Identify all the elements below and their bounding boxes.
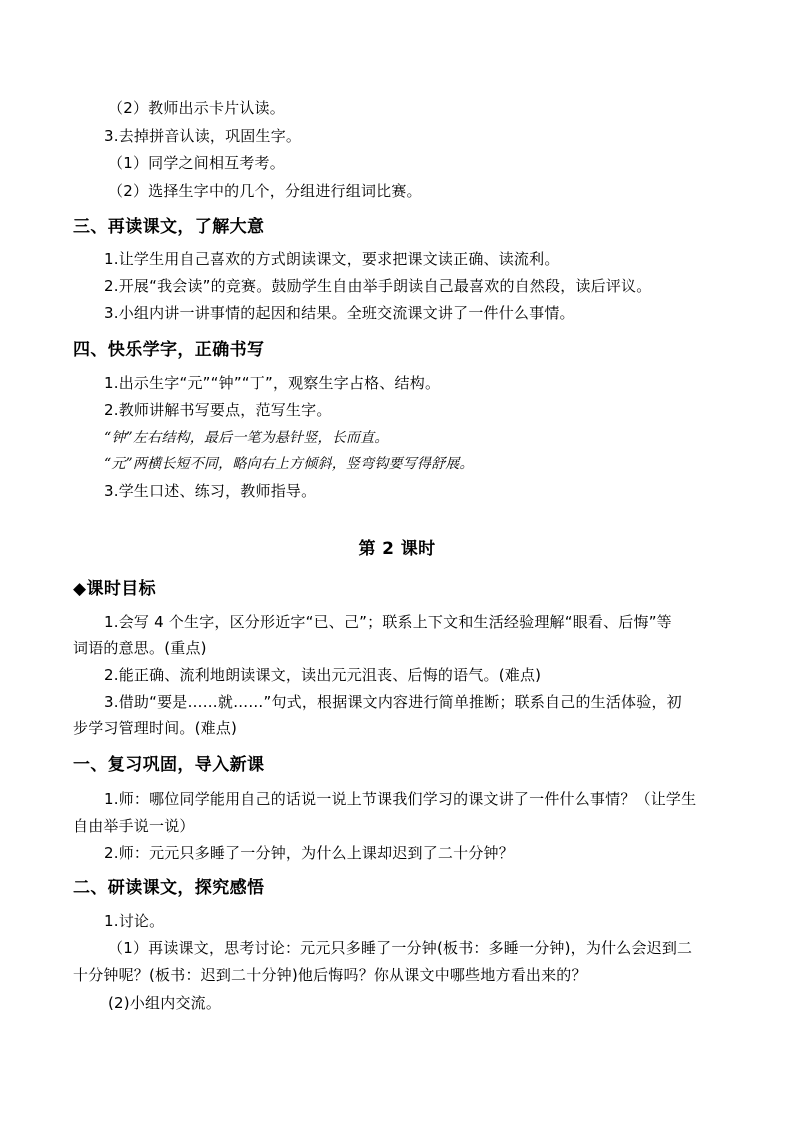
text-line: 1.讨论。 bbox=[104, 912, 165, 930]
text-line: 3.学生口述、练习，教师指导。 bbox=[104, 482, 317, 500]
section-heading: 二、研读课文，探究感悟 bbox=[73, 878, 265, 898]
text-line: （2）选择生字中的几个，分组进行组词比赛。 bbox=[108, 182, 422, 200]
section-heading: 四、快乐学字，正确书写 bbox=[73, 340, 265, 360]
section-heading: 三、再读课文，了解大意 bbox=[73, 217, 265, 237]
lesson-title: 第 2 课时 bbox=[358, 539, 436, 559]
text-line: 词语的意思。(重点) bbox=[73, 639, 207, 657]
text-line: 2.师：元元只多睡了一分钟，为什么上课却迟到了二十分钟？ bbox=[104, 844, 514, 862]
text-line: (2)小组内交流。 bbox=[108, 994, 222, 1012]
text-line: 2.教师讲解书写要点，范写生字。 bbox=[104, 401, 332, 419]
text-line: （1）再读课文，思考讨论：元元只多睡了一分钟(板书：多睡一分钟)，为什么会迟到二 bbox=[108, 939, 693, 957]
text-line: 2.能正确、流利地朗读课文，读出元元沮丧、后悔的语气。(难点) bbox=[104, 666, 542, 684]
text-line: 3.小组内讲一讲事情的起因和结果。全班交流课文讲了一件什么事情。 bbox=[104, 304, 575, 322]
text-line: 1.会写 4 个生字，区分形近字“已、己”；联系上下文和生活经验理解“眼看、后悔”等 bbox=[104, 613, 672, 631]
section-heading: 一、复习巩固，导入新课 bbox=[73, 755, 265, 775]
text-line: 3.去掉拼音认读，巩固生字。 bbox=[104, 127, 302, 145]
text-line: （2）教师出示卡片认读。 bbox=[108, 99, 285, 117]
text-line: 1.师：哪位同学能用自己的话说一说上节课我们学习的课文讲了一件什么事情？（让学生 bbox=[104, 790, 697, 808]
goals-heading: ◆课时目标 bbox=[73, 579, 157, 599]
text-line: 1.出示生字“元”“钟”“丁”，观察生字占格、结构。 bbox=[104, 374, 441, 392]
text-line: 3.借助“要是……就……”句式，根据课文内容进行简单推断；联系自己的生活体验，初 bbox=[104, 693, 682, 711]
text-line: 十分钟呢？(板书：迟到二十分钟)他后悔吗？你从课文中哪些地方看出来的？ bbox=[73, 966, 587, 984]
text-line: （1）同学之间相互考考。 bbox=[108, 154, 285, 172]
text-line-example: “元”两横长短不同，略向右上方倾斜，竖弯钩要写得舒展。 bbox=[104, 456, 474, 472]
text-line-example: “钟”左右结构，最后一笔为悬针竖，长而直。 bbox=[104, 430, 389, 446]
text-line: 步学习管理时间。(难点) bbox=[73, 719, 238, 737]
text-line: 2.开展“我会读”的竞赛。鼓励学生自由举手朗读自己最喜欢的自然段，读后评议。 bbox=[104, 277, 652, 295]
text-line: 1.让学生用自己喜欢的方式朗读课文，要求把课文读正确、读流利。 bbox=[104, 250, 560, 268]
text-line: 自由举手说一说） bbox=[73, 817, 195, 835]
